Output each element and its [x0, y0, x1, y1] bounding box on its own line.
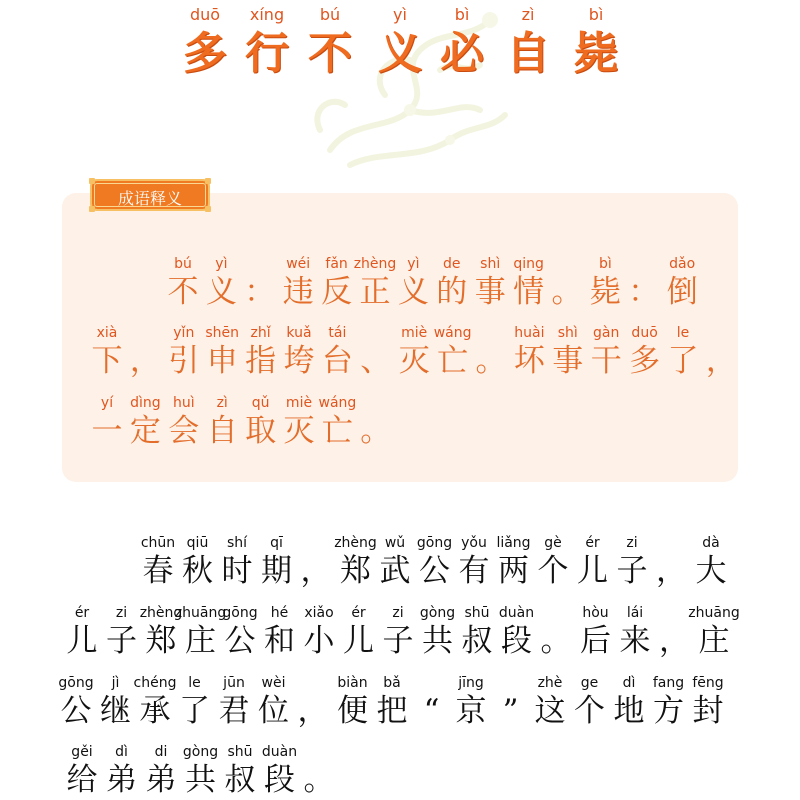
ruby-character: [217, 535, 257, 615]
pinyin: xià: [96, 325, 118, 341]
hanzi: 。: [475, 343, 507, 379]
hanzi: 君: [218, 693, 250, 729]
ruby-character: [457, 605, 497, 685]
pinyin: gōng: [58, 675, 94, 691]
ruby-character: [375, 535, 415, 615]
pinyin: miè: [401, 325, 428, 341]
hanzi: 正: [359, 274, 391, 310]
hanzi: 个: [537, 553, 569, 589]
hanzi: 台: [321, 343, 353, 379]
hanzi: 地: [613, 693, 645, 729]
ruby-character: [691, 535, 731, 615]
ruby-character: [570, 675, 610, 755]
ruby-character: [299, 605, 339, 685]
hanzi: 不: [167, 274, 199, 310]
hanzi: 引: [168, 343, 200, 379]
pinyin: zhuāng: [174, 605, 227, 621]
hanzi: 共: [422, 623, 453, 659]
hanzi: 郑: [340, 553, 371, 589]
pinyin: zi: [115, 605, 128, 621]
pinyin: zhè: [537, 675, 563, 691]
pinyin: gè: [544, 535, 562, 551]
pinyin: biàn: [337, 675, 368, 691]
ruby-character: [87, 395, 127, 475]
hanzi: 会: [168, 413, 200, 449]
hanzi: 封: [692, 693, 724, 729]
title-pinyin: zì: [521, 5, 535, 24]
hanzi: 给: [66, 762, 98, 798]
text-line: [0, 535, 800, 615]
ruby-character: [586, 325, 626, 405]
pinyin: qing: [513, 256, 544, 272]
title-character: 自: [506, 28, 550, 79]
ruby-character: [393, 256, 433, 336]
hanzi: 庄: [698, 623, 730, 659]
pinyin: xiǎo: [304, 605, 334, 621]
ruby-character: [241, 325, 281, 405]
pinyin: liǎng: [496, 535, 531, 551]
ruby-character: [609, 675, 649, 755]
text-line: [0, 744, 800, 800]
ruby-character: [220, 744, 260, 800]
title-pinyin: yì: [393, 5, 407, 24]
pinyin: wèi: [261, 675, 286, 691]
hanzi: 子: [616, 553, 648, 589]
hanzi: ，: [659, 623, 690, 659]
hanzi: 来: [619, 623, 651, 659]
hanzi: 承: [139, 693, 171, 729]
ruby-character: [509, 325, 549, 405]
pinyin: zhuāng: [688, 605, 740, 621]
hanzi: 义: [205, 274, 237, 310]
pinyin: chéng: [133, 675, 177, 691]
punctuation: [412, 675, 452, 755]
pinyin: bǎ: [383, 675, 401, 691]
hanzi: ，: [297, 693, 329, 729]
punctuation: [536, 605, 576, 685]
hanzi: 灭: [283, 413, 315, 449]
hanzi: 儿: [66, 623, 98, 659]
pinyin: shēn: [205, 325, 240, 341]
pinyin: fēng: [692, 675, 724, 691]
pinyin: zi: [392, 605, 404, 621]
pinyin: zi: [626, 535, 638, 551]
ruby-character: [201, 256, 241, 336]
title-pinyin: bì: [588, 5, 604, 24]
hanzi: 段: [264, 762, 295, 798]
pinyin: shū: [464, 605, 490, 621]
pinyin: duàn: [261, 744, 298, 760]
ruby-character: [135, 675, 175, 755]
pinyin: ér: [585, 535, 600, 551]
hanzi: 。: [551, 274, 583, 310]
pinyin: miè: [285, 395, 313, 411]
ruby-character: [163, 256, 203, 336]
ruby-character: [530, 675, 570, 755]
hanzi: 自: [206, 413, 238, 449]
hanzi: 坏: [513, 343, 545, 379]
ruby-character: [612, 535, 652, 615]
hanzi: 了: [179, 693, 210, 729]
hanzi: ”: [502, 693, 519, 729]
hanzi: 弟: [106, 762, 137, 798]
hanzi: 。: [303, 762, 335, 798]
ruby-character: [254, 675, 294, 755]
pinyin: yǐn: [173, 325, 195, 341]
pinyin: dǎo: [669, 256, 696, 272]
hanzi: 取: [245, 413, 277, 449]
punctuation: [547, 256, 587, 336]
hanzi: 秋: [182, 553, 213, 589]
explanation-tag-label: 成语释义: [117, 189, 182, 208]
pinyin: yì: [215, 256, 228, 272]
ruby-character: [174, 605, 227, 685]
hanzi: 垮: [283, 343, 315, 379]
pinyin: huì: [172, 395, 195, 411]
hanzi: 个: [574, 693, 605, 729]
hanzi: 小: [303, 623, 335, 659]
hanzi: 公: [419, 553, 450, 589]
ruby-character: [278, 256, 318, 336]
pinyin: lái: [626, 605, 644, 621]
pinyin: dì: [622, 675, 636, 691]
pinyin: qī: [270, 535, 283, 551]
title-pinyin: bú: [319, 5, 341, 24]
ruby-character: [220, 605, 260, 685]
ruby-character: [615, 605, 655, 685]
ruby-character: [533, 535, 573, 615]
pinyin: gòng: [182, 744, 219, 760]
pinyin: zhèng: [139, 605, 183, 621]
punctuation: [471, 325, 511, 405]
pinyin: yǒu: [461, 535, 487, 551]
ruby-character: [178, 535, 218, 615]
ruby-character: [279, 395, 319, 475]
hanzi: 多: [629, 343, 661, 379]
hanzi: ，: [300, 553, 332, 589]
ruby-character: [241, 395, 281, 475]
pinyin: wáng: [433, 325, 472, 341]
ruby-character: [573, 535, 613, 615]
pinyin: le: [676, 325, 690, 341]
hanzi: 大: [695, 553, 727, 589]
tag-corner-ornament-icon: [205, 178, 211, 184]
hanzi: 后: [580, 623, 611, 659]
pinyin: kuǎ: [286, 325, 312, 341]
ruby-character: [548, 325, 588, 405]
ruby-character: [141, 744, 181, 800]
pinyin: ge: [580, 675, 599, 691]
ruby-character: [418, 605, 458, 685]
pinyin: wǔ: [384, 535, 406, 551]
pinyin: le: [188, 675, 201, 691]
ruby-character: [202, 325, 242, 405]
hanzi: 继: [100, 693, 131, 729]
hanzi: 下: [91, 343, 123, 379]
hanzi: 儿: [343, 623, 374, 659]
title-pinyin: bì: [454, 5, 470, 24]
hanzi: 亡: [321, 413, 353, 449]
pinyin: zhèng: [353, 256, 397, 272]
hanzi: 情: [513, 274, 545, 310]
hanzi: 灭: [398, 343, 430, 379]
hanzi: 弟: [145, 762, 177, 798]
pinyin: yì: [407, 256, 420, 272]
ruby-character: [355, 256, 395, 336]
ruby-character: [317, 395, 357, 475]
hanzi: 毙: [589, 274, 621, 310]
ruby-character: [87, 325, 127, 405]
hanzi: ：: [244, 274, 276, 310]
ruby-character: [164, 395, 204, 475]
title-character: 毙: [574, 28, 618, 79]
ruby-character: [336, 535, 376, 615]
text-line: [0, 675, 800, 755]
hanzi: 的: [436, 274, 468, 310]
title-character: 行: [245, 28, 289, 79]
pinyin: dì: [115, 744, 128, 760]
hanzi: 。: [540, 623, 572, 659]
pinyin: fǎn: [325, 256, 348, 272]
pinyin: bú: [174, 256, 192, 272]
hanzi: 郑: [145, 623, 177, 659]
punctuation: [296, 535, 336, 615]
ruby-character: [56, 675, 96, 755]
ruby-character: [585, 256, 625, 336]
pinyin: zhèng: [334, 535, 377, 551]
hanzi: 干: [590, 343, 622, 379]
pinyin: yí: [100, 395, 114, 411]
punctuation: [491, 675, 531, 755]
hanzi: “: [423, 693, 440, 729]
ruby-character: [317, 256, 357, 336]
hanzi: 时: [221, 553, 253, 589]
pinyin: dà: [702, 535, 720, 551]
pinyin: tái: [328, 325, 347, 341]
ruby-character: [451, 675, 491, 755]
ruby-character: [102, 605, 142, 685]
ruby-character: [494, 535, 534, 615]
hanzi: 京: [455, 693, 487, 729]
ruby-character: [433, 325, 473, 405]
pinyin: qiū: [186, 535, 209, 551]
title-character: 多: [183, 28, 227, 79]
ruby-character: [576, 605, 616, 685]
title-character: 不: [308, 28, 352, 79]
pinyin: gàn: [593, 325, 620, 341]
hanzi: 倒: [666, 274, 698, 310]
ruby-character: [333, 675, 373, 755]
ruby-character: [260, 605, 300, 685]
punctuation: [299, 744, 339, 800]
hanzi: 事: [474, 274, 506, 310]
pinyin: wáng: [318, 395, 357, 411]
hanzi: 子: [382, 623, 414, 659]
ruby-character: [625, 325, 665, 405]
hanzi: 申: [206, 343, 238, 379]
hanzi: ，: [656, 553, 687, 589]
title-character: 义: [378, 28, 422, 79]
ruby-character: [125, 395, 165, 475]
hanzi: 和: [264, 623, 295, 659]
ruby-character: [181, 744, 221, 800]
pinyin: wéi: [286, 256, 311, 272]
hanzi: 庄: [185, 623, 216, 659]
pinyin: bì: [599, 256, 612, 272]
ruby-character: [96, 675, 136, 755]
ruby-character: [432, 256, 472, 336]
hanzi: 公: [60, 693, 92, 729]
ruby-character: [164, 325, 204, 405]
punctuation: [293, 675, 333, 755]
punctuation: [356, 395, 396, 475]
hanzi: 指: [245, 343, 277, 379]
pinyin: gěi: [71, 744, 93, 760]
tag-corner-ornament-icon: [89, 178, 95, 184]
explanation-tag: [90, 179, 210, 211]
pinyin: de: [443, 256, 461, 272]
pinyin: hòu: [582, 605, 609, 621]
punctuation: [701, 325, 741, 405]
pinyin: ér: [351, 605, 366, 621]
hanzi: 期: [261, 553, 292, 589]
punctuation: [356, 325, 396, 405]
pinyin: jūn: [223, 675, 245, 691]
pinyin: gōng: [416, 535, 453, 551]
hanzi: 位: [258, 693, 289, 729]
ruby-character: [470, 256, 510, 336]
ruby-character: [454, 535, 494, 615]
hanzi: ，: [129, 343, 161, 379]
ruby-character: [662, 256, 702, 336]
pinyin: ér: [74, 605, 90, 621]
pinyin: shí: [226, 535, 248, 551]
pinyin: jīng: [458, 675, 484, 691]
ruby-character: [175, 675, 215, 755]
hanzi: 了: [667, 343, 699, 379]
pinyin: zì: [216, 395, 228, 411]
hanzi: 把: [376, 693, 408, 729]
ruby-character: [509, 256, 549, 336]
ruby-character: [202, 395, 242, 475]
ruby-character: [394, 325, 434, 405]
ruby-character: [688, 675, 728, 755]
hanzi: 公: [224, 623, 256, 659]
hanzi: 儿: [577, 553, 608, 589]
pinyin: shū: [227, 744, 253, 760]
hanzi: 亡: [437, 343, 469, 379]
pinyin: duō: [631, 325, 658, 341]
pinyin: chūn: [140, 535, 176, 551]
ruby-character: [339, 605, 379, 685]
hanzi: 反: [321, 274, 353, 310]
hanzi: 方: [653, 693, 684, 729]
hanzi: 。: [360, 413, 392, 449]
pinyin: huài: [514, 325, 545, 341]
title-pinyin: xíng: [249, 5, 285, 24]
ruby-character: [649, 675, 689, 755]
ruby-character: [688, 605, 740, 685]
hanzi: 便: [337, 693, 368, 729]
ruby-character: [497, 605, 537, 685]
pinyin: fang: [652, 675, 685, 691]
pinyin: gòng: [419, 605, 456, 621]
ruby-character: [138, 535, 178, 615]
ruby-character: [62, 744, 102, 800]
hanzi: 春: [142, 553, 174, 589]
punctuation: [624, 256, 664, 336]
title-character: 必: [440, 28, 484, 79]
pinyin: shì: [480, 256, 501, 272]
ruby-character: [317, 325, 357, 405]
pinyin: shì: [557, 325, 578, 341]
hanzi: 两: [498, 553, 529, 589]
pinyin: duàn: [498, 605, 535, 621]
pinyin: dìng: [130, 395, 161, 411]
ruby-character: [102, 744, 142, 800]
hanzi: ：: [628, 274, 660, 310]
hanzi: ，: [705, 343, 737, 379]
text-line: [0, 325, 800, 405]
pinyin: zhǐ: [250, 325, 271, 341]
pinyin: qǔ: [251, 395, 270, 411]
pinyin: gōng: [222, 605, 258, 621]
hanzi: 义: [397, 274, 429, 310]
ruby-character: [372, 675, 412, 755]
hanzi: 这: [534, 693, 566, 729]
title-pinyin: duō: [189, 5, 221, 24]
ruby-character: [257, 535, 297, 615]
hanzi: 段: [501, 623, 532, 659]
text-line: [0, 395, 800, 475]
punctuation: [652, 535, 692, 615]
hanzi: 共: [185, 762, 216, 798]
idiom-title: [0, 0, 800, 90]
punctuation: [240, 256, 280, 336]
pinyin: hé: [270, 605, 289, 621]
hanzi: 一: [91, 413, 123, 449]
ruby-character: [415, 535, 455, 615]
hanzi: 叔: [461, 623, 493, 659]
pinyin: di: [154, 744, 168, 760]
hanzi: 违: [282, 274, 314, 310]
punctuation: [125, 325, 165, 405]
hanzi: 事: [552, 343, 584, 379]
ruby-character: [214, 675, 254, 755]
ruby-character: [62, 605, 102, 685]
ruby-character: [260, 744, 300, 800]
hanzi: 武: [379, 553, 411, 589]
hanzi: 、: [360, 343, 392, 379]
ruby-character: [663, 325, 703, 405]
hanzi: 叔: [224, 762, 256, 798]
ruby-character: [378, 605, 418, 685]
text-line: [0, 256, 800, 336]
hanzi: 有: [458, 553, 490, 589]
pinyin: jì: [111, 675, 120, 691]
text-line: [0, 605, 800, 685]
hanzi: 子: [106, 623, 137, 659]
hanzi: 定: [129, 413, 161, 449]
ruby-character: [279, 325, 319, 405]
